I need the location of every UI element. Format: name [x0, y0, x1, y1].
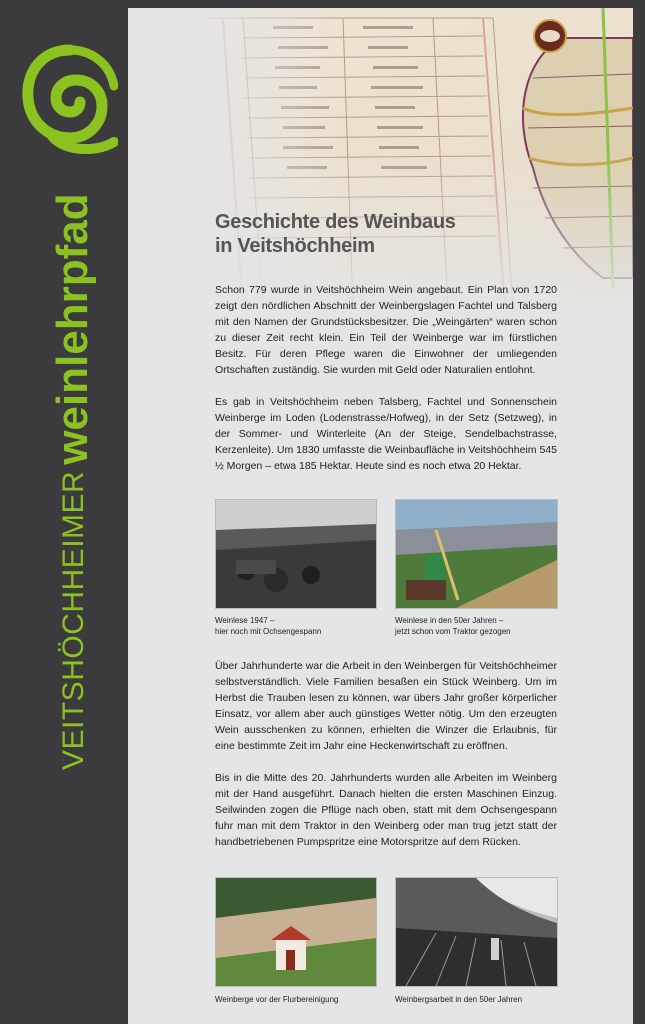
photo-harvest-1947 [215, 499, 377, 609]
caption-2-line-2: jetzt schon vom Traktor gezogen [395, 627, 511, 636]
photo-vineyards-before [215, 877, 377, 987]
photo-vineyard-work-50s [395, 877, 558, 987]
vineyard-hut-image [216, 878, 376, 986]
caption-photo-3: Weinberge vor der Flurbereinigung [215, 995, 339, 1004]
photo-harvest-50s [395, 499, 558, 609]
vineyard-work-image [396, 878, 557, 986]
caption-2-line-1: Weinlese in den 50er Jahren – [395, 616, 504, 625]
caption-1-line-1: Weinlese 1947 – [215, 616, 275, 625]
paragraph-1: Schon 779 wurde in Veitshöchheim Wein angebaut. Ein Plan von 1720 zeigt den nördlichen Abschnitt der Weinbergslagen Fachtel und Talsberg mit den Namen der Grundstücksbesitzer. Die „Weingärten“ waren schon zu dieser Zeit recht klein. Ein Teil der Weinberge war im fürstlichen Besitz. Für deren Pflege waren die Einwohner der umliegenden Ortschaften zuständig. Sie wurden mit Geld oder Naturalien entlohnt. [215, 284, 557, 376]
brand-upper: VEITSHÖCHHEIMER [57, 470, 90, 770]
title-line-1: Geschichte des Weinbaus [215, 211, 456, 233]
sidebar [0, 0, 128, 1024]
caption-photo-1 [215, 615, 380, 637]
brand-vertical-text [44, 193, 97, 770]
title-line-2: in Veitshöchheim [215, 235, 375, 257]
harvest-oxen-image [216, 500, 376, 608]
historic-vineyard-plan-image [183, 8, 633, 328]
paragraph-3: Über Jahrhunderte war die Arbeit in den Weinbergen für Veitshöchheimer selbstverständlich. Viele Familien besaßen ein Stück Weinberg. Um im Herbst die Trauben lesen zu können, war übers Jahr großer körperlicher Einsatz, vor allem aber auch günstiges Wetter nötig. Um den erzeugten Wein ausschenken zu können, erhielten die Winzer die Erlaubnis, für eine bestimmte Zeit im Jahr eine Heckenwirtschaft zu eröffnen. [215, 660, 557, 752]
caption-photo-4: Weinbergsarbeit in den 50er Jahren [395, 995, 523, 1004]
caption-photo-2 [395, 615, 560, 637]
snail-spiral-logo-icon [22, 42, 118, 154]
paragraph-4: Bis in die Mitte des 20. Jahrhunderts wurden alle Arbeiten im Weinberg mit der Hand ausgeführt. Danach hielten die ersten Maschinen Einzug. Seilwinden zogen die Pflüge nach oben, statt mit dem Ochsengespann fuhr man mit dem Traktor in den Weinberg oder man trug jetzt statt der handbetriebenen Pumpspritze eine Motorspritze auf dem Rücken. [215, 772, 557, 848]
paragraph-2: Es gab in Veitshöchheim neben Talsberg, Fachtel und Sonnenschein Weinberge im Loden (Lodenstrasse/Hofweg), in der Setz (Setzweg), in der Sommer- und Winterleite (An der Steige, Sendelbachstrasse, Kerzenleite). Um 1830 umfasste die Weinbaufläche in Veitshöchheim 545 ½ Morgen – etwa 185 Hektar. Heute sind es noch etwa 20 Hektar. [215, 396, 557, 472]
harvest-tractor-image [396, 500, 557, 608]
content-panel [128, 8, 633, 1024]
page-title [215, 210, 515, 258]
caption-1-line-2: hier noch mit Ochsengespann [215, 627, 322, 636]
brand-lower: weinlehrpfad [48, 193, 97, 465]
